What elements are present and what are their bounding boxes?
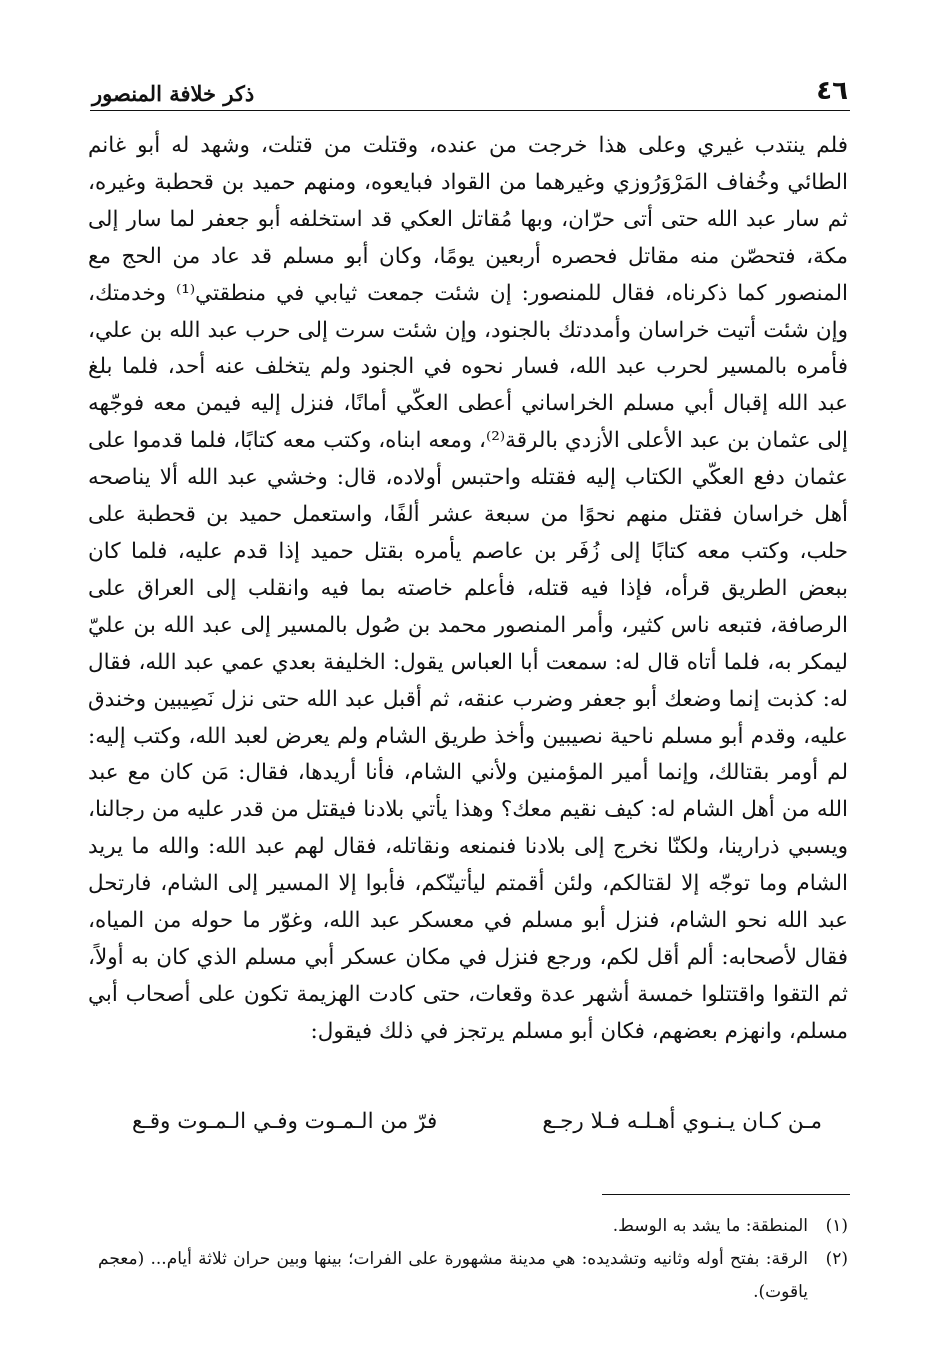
footnote-text: الرقة: بفتح أوله وثانيه وتشديده: هي مدينة مشهورة على الفرات؛ بينها وبين حران ثلاثة أيام... (معجم ياقوت). [98, 1249, 808, 1302]
verse-second-hemistich: فرّ من الـمـوت وفـي الـمـوت وقـع [132, 1109, 438, 1134]
page-number: ٤٦ [816, 76, 848, 106]
footnote-number: (٢) [825, 1249, 848, 1269]
header-divider [90, 110, 850, 111]
footnote-text: المنطقة: ما يشد به الوسط. [612, 1216, 808, 1236]
verse-first-hemistich: مـن كـان يـنـوي أهـلـه فـلا رجـع [542, 1109, 822, 1134]
footnote-divider [602, 1194, 850, 1195]
footnote-2 [98, 1243, 848, 1309]
footnotes [98, 1210, 848, 1309]
footnote-1 [98, 1210, 848, 1243]
footnote-number: (١) [825, 1216, 848, 1236]
main-text [88, 128, 848, 1051]
body-paragraph: فلم ينتدب غيري وعلى هذا خرجت من عنده، وقتلت من قتلت، وشهد له أبو غانم الطائي وخُفاف المَرْوَرُوزي وغيرهما من القواد فبايعوه، ومنهم حميد بن قحطبة وغيره، ثم سار عبد الله حتى أتى حرّان، وبها مُقاتل العكي قد استخلفه أبو جعفر لما سار إلى مكة، فتحصّن منه مقاتل فحصره أربعين يومًا، وكان أبو مسلم قد عاد من الحج مع المنصور كما ذكرناه، فقال للمنصور: إن شئت جمعت ثيابي في منطقتي⁽¹⁾ وخدمتك، وإن شئت أتيت خراسان وأمددتك بالجنود، وإن شئت سرت إلى حرب عبد الله بن علي، فأمره بالمسير لحرب عبد الله، فسار نحوه في الجنود ولم يتخلف عنه أحد، فلما بلغ عبد الله إقبال أبي مسلم الخراساني أعطى العكّي أمانًا، فنزل إليه فيمن معه فوجّهه إلى عثمان بن عبد الأعلى الأزدي بالرقة⁽²⁾، ومعه ابناه، وكتب معه كتابًا، فلما قدموا على عثمان دفع العكّي الكتاب إليه فقتله واحتبس أولاده، قال: وخشي عبد الله ألا يناصحه أهل خراسان فقتل منهم نحوًا من سبعة عشر ألفًا، واستعمل حميد بن قحطبة على حلب، وكتب معه كتابًا إلى زُفَر بن عاصم يأمره بقتل حميد إذا قدم عليه، فلما كان ببعض الطريق قرأه، فإذا فيه قتله، فأعلم خاصته بما فيه وانقلب إلى العراق على الرصافة، فتبعه ناس كثير، وأمر المنصور محمد بن صُول بالمسير إلى عبد الله بن عليّ ليمكر به، فلما أتاه قال له: سمعت أبا العباس يقول: الخليفة بعدي عمي عبد الله، فقال له: كذبت إنما وضعك أبو جعفر وضرب عنقه، ثم أقبل عبد الله حتى نزل نَصِيبين وخندق عليه، وقدم أبو مسلم ناحية نصيبين وأخذ طريق الشام ولم يعرض لعبد الله، وكتب إليه: لم أومر بقتالك، وإنما أمير المؤمنين ولأني الشام، فأنا أريدها، فقال: مَن كان مع عبد الله من أهل الشام له: كيف نقيم معك؟ وهذا يأتي بلادنا فيقتل من قدر عليه من رجالنا، ويسبي ذرارينا، ولكنّا نخرج إلى بلادنا فنمنعه ونقاتله، فقال لهم عبد الله: والله ما يريد الشام وما توجّه إلا لقتالكم، ولئن أقمتم ليأتينّكم، فأبوا إلا المسير إلى الشام، فارتحل عبد الله نحو الشام، فنزل أبو مسلم في معسكر عبد الله، وغوّر ما حوله من المياه، فقال لأصحابه: ألم أقل لكم، ورجع فنزل في مكان عسكر أبي مسلم الذي كان به أولاً، ثم التقوا واقتتلوا خمسة أشهر عدة وقعات، حتى كادت الهزيمة تكون على أصحاب أبي مسلم، وانهزم بعضهم، فكان أبو مسلم يرتجز في ذلك فيقول: [88, 133, 849, 1044]
poem-verse [132, 1104, 822, 1140]
running-header [92, 72, 848, 106]
chapter-title: ذكر خلافة المنصور [92, 81, 255, 106]
